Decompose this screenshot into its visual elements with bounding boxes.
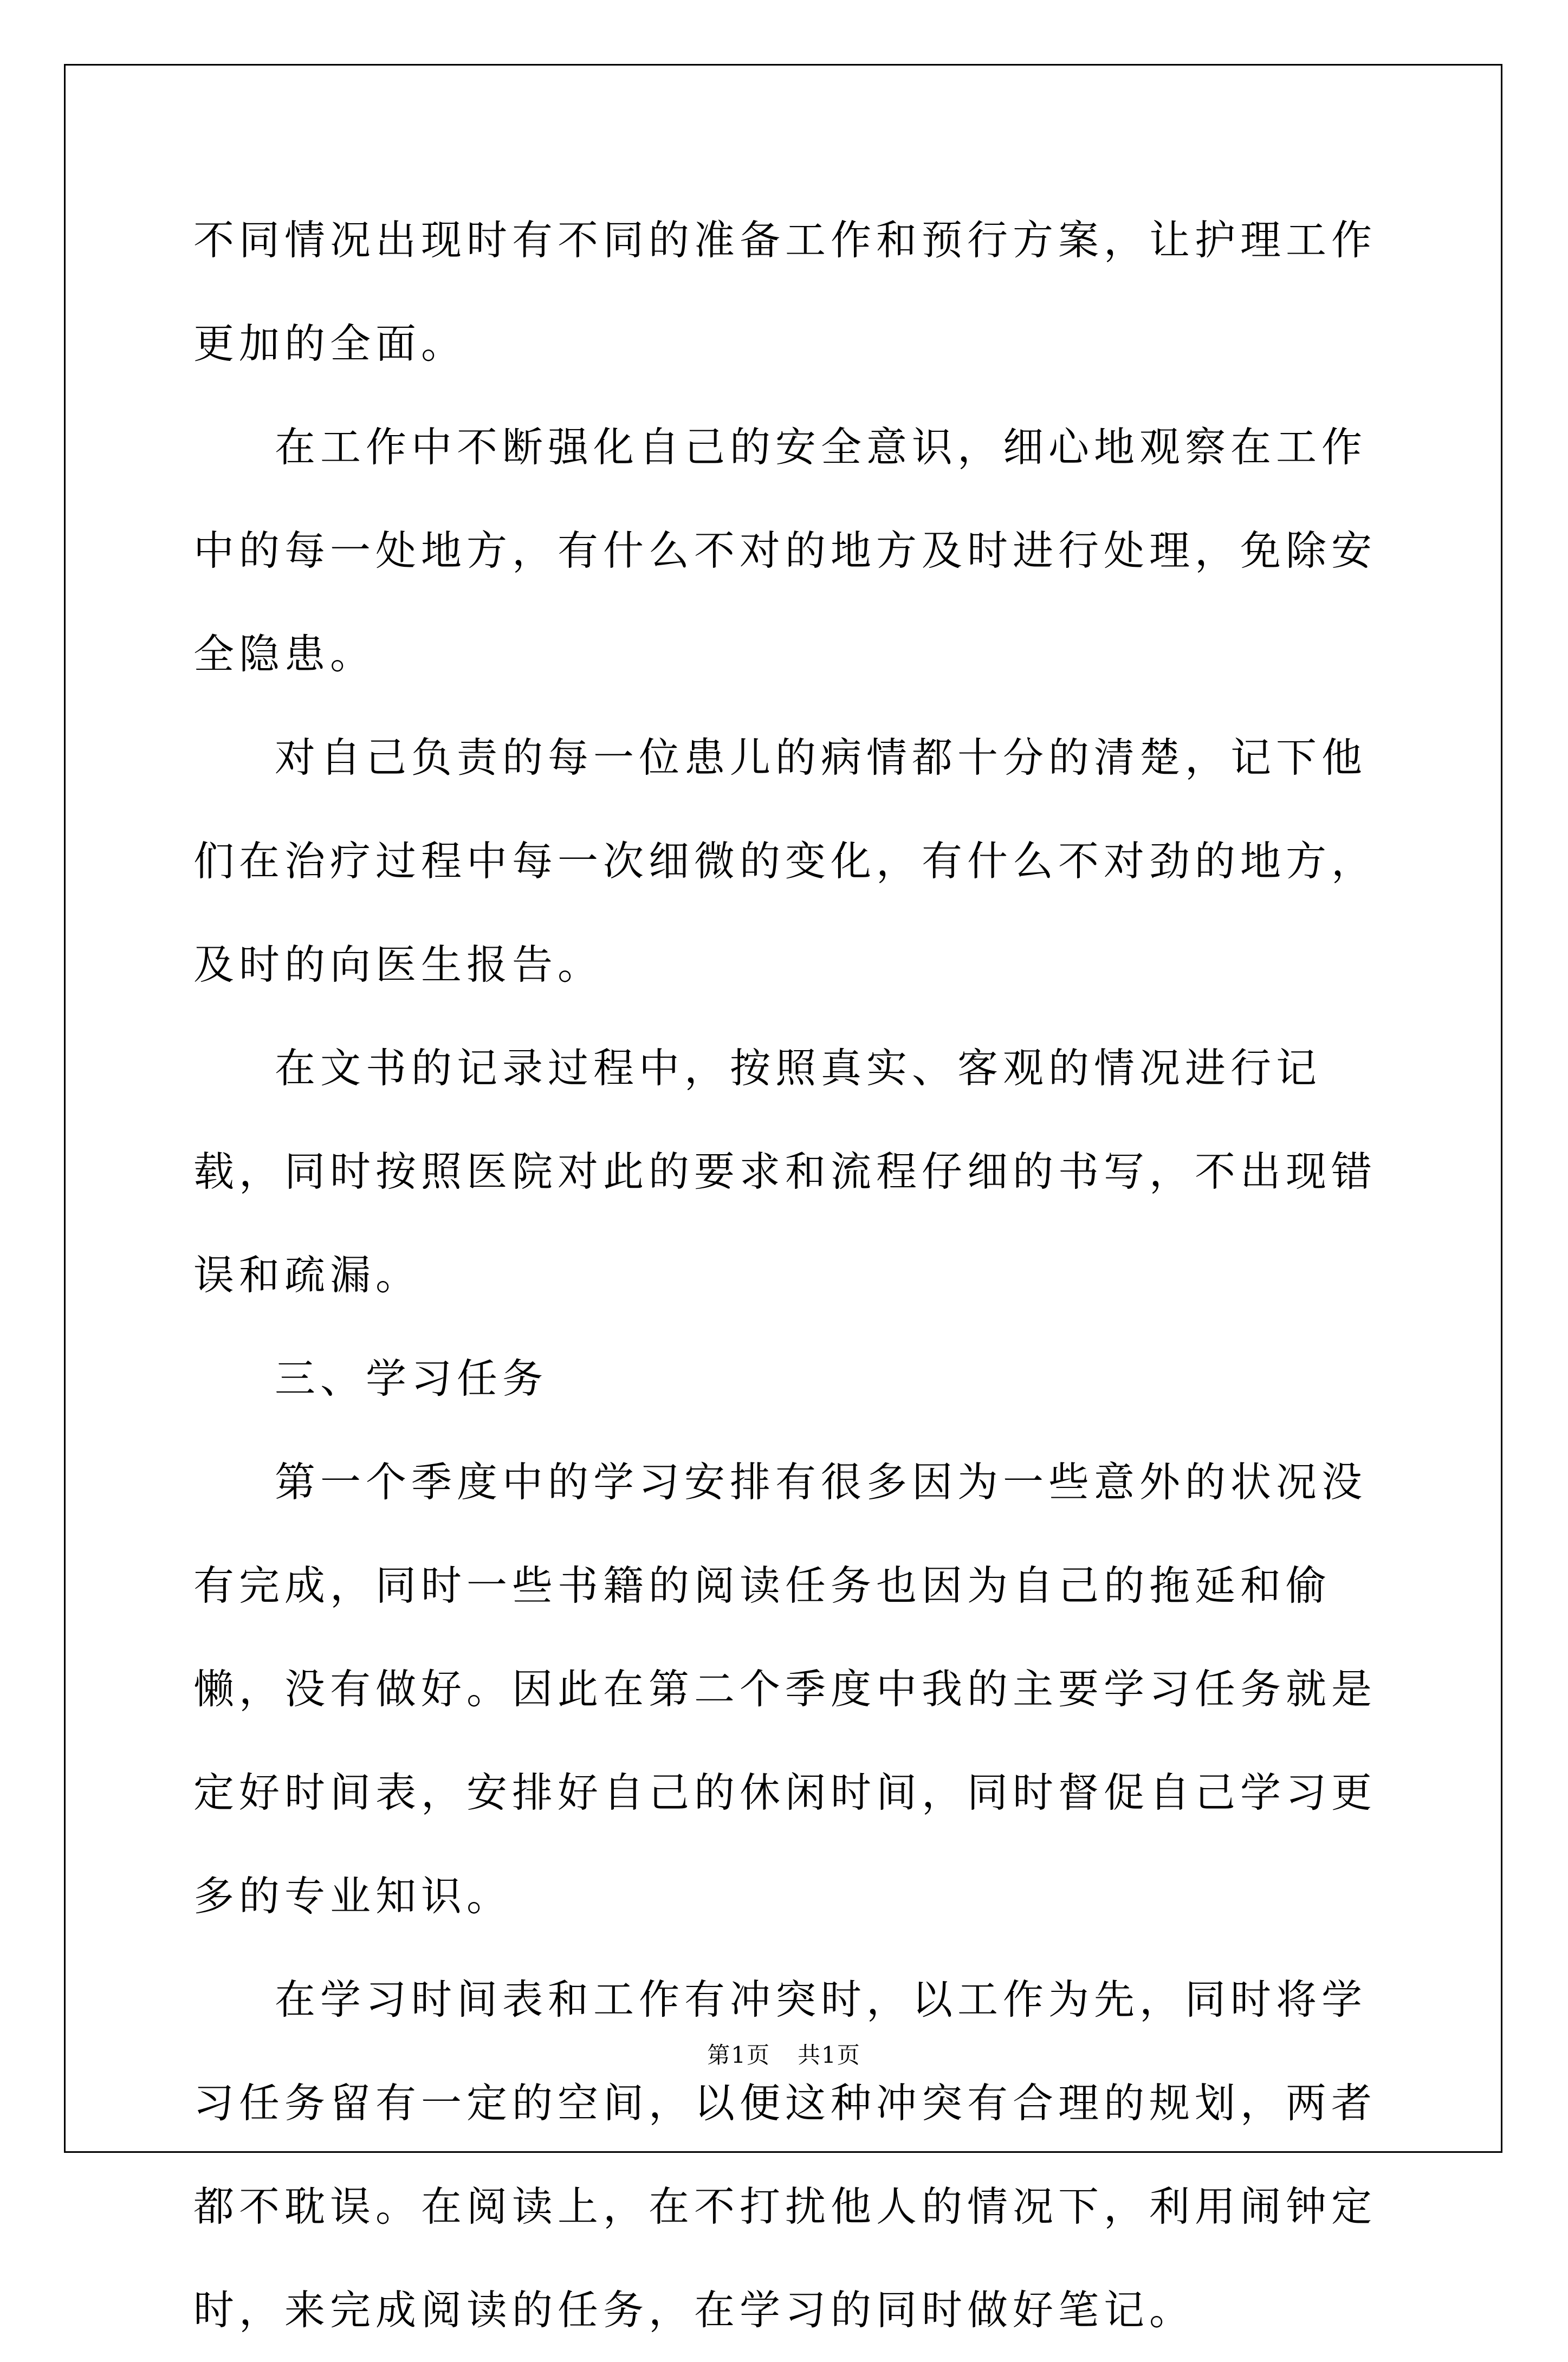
page-number-current: 第1页 xyxy=(707,2042,770,2068)
paragraph: 对自己负责的每一位患儿的病情都十分的清楚，记下他们在治疗过程中每一次细微的变化，有什么不对劲的地方，及时的向医生报告。 xyxy=(193,734,1377,988)
paragraph: 在学习时间表和工作有冲突时，以工作为先，同时将学习任务留有一定的空间，以便这种冲突有合理的规划，两者都不耽误。在阅读上，在不打扰他人的情况下，利用闹钟定时，来完成阅读的任务，在学习的同时做好笔记。 xyxy=(193,1976,1377,2334)
document-body xyxy=(193,189,1385,2362)
paragraph: 在文书的记录过程中，按照真实、客观的情况进行记载，同时按照医院对此的要求和流程仔细的书写，不出现错误和疏漏。 xyxy=(193,1044,1377,1299)
section-heading: 三、学习任务 xyxy=(275,1355,548,1402)
paragraph: 不同情况出现时有不同的准备工作和预行方案，让护理工作更加的全面。 xyxy=(193,216,1377,367)
paragraph: 第一个季度中的学习安排有很多因为一些意外的状况没有完成，同时一些书籍的阅读任务也因为自己的拖延和偷懒，没有做好。因此在第二个季度中我的主要学习任务就是定好时间表，安排好自己的休闲时间，同时督促自己学习更多的专业知识。 xyxy=(193,1458,1377,1920)
page-footer xyxy=(0,2037,1568,2070)
page-number-total: 共1页 xyxy=(798,2042,861,2068)
paragraph: 在工作中不断强化自己的安全意识，细心地观察在工作中的每一处地方，有什么不对的地方及时进行处理，免除安全隐患。 xyxy=(193,423,1377,678)
